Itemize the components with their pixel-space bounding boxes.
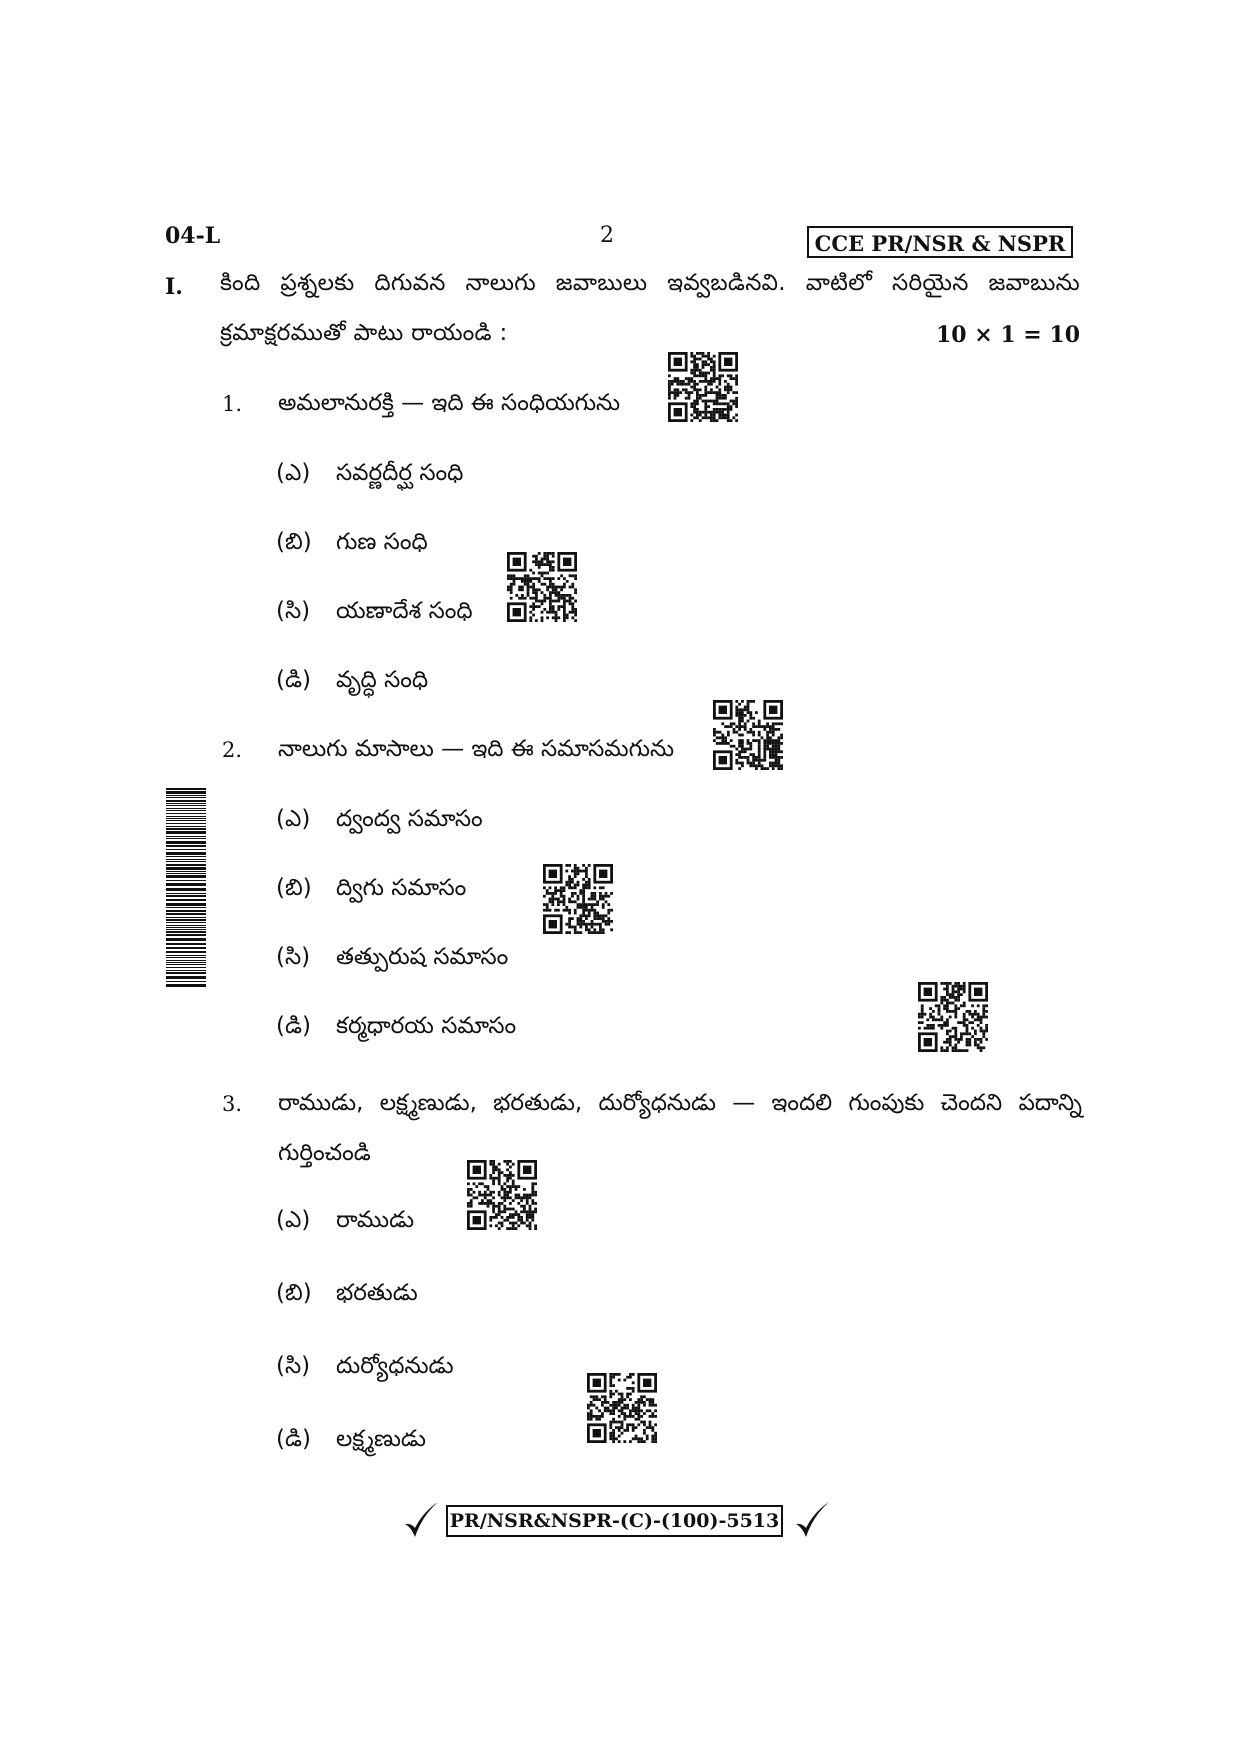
question-number: 2. — [222, 738, 243, 762]
option-c — [276, 598, 473, 630]
question-text: అమలానురక్తి — ఇది ఈ సంధియగును — [278, 390, 621, 416]
qr-code-icon — [467, 1160, 537, 1230]
series-box: CCE PR/NSR & NSPR — [807, 226, 1073, 258]
instruction-line-1: కింది ప్రశ్నలకు దిగువన నాలుగు జవాబులు ఇవ్వబడినవి. వాటిలో సరియైన జవాబును — [220, 270, 1080, 296]
option-text: ద్విగు సమాసం — [336, 875, 467, 901]
option-text: రాముడు — [336, 1207, 415, 1233]
qr-code-icon — [587, 1373, 657, 1443]
option-label: (సి) — [276, 598, 311, 624]
section-number: I. — [165, 274, 183, 300]
option-text: భరతుడు — [336, 1280, 418, 1306]
option-d — [276, 1013, 516, 1045]
footer-code-box: PR/NSR&NSPR-(C)-(100)-5513 — [446, 1505, 783, 1537]
option-a — [276, 1207, 414, 1239]
option-c — [276, 944, 508, 976]
option-text: సవర్ణదీర్ఘ సంధి — [336, 460, 464, 486]
page-number: 2 — [600, 223, 614, 248]
option-a — [276, 460, 463, 492]
option-label: (బి) — [276, 1280, 312, 1306]
qr-code-icon — [713, 700, 783, 770]
marks-allocation: 10 × 1 = 10 — [935, 322, 1080, 348]
qr-code-icon — [543, 864, 613, 934]
option-label: (డి) — [276, 667, 311, 693]
option-text: కర్మధారయ సమాసం — [336, 1013, 517, 1039]
option-label: (సి) — [276, 1353, 311, 1379]
option-label: (ఎ) — [276, 806, 311, 832]
option-text: ద్వంద్వ సమాసం — [336, 806, 483, 832]
qr-code-icon — [918, 982, 988, 1052]
instruction-line-2: క్రమాక్షరముతో పాటు రాయండి : — [220, 320, 508, 346]
option-d — [276, 667, 428, 699]
option-label: (ఎ) — [276, 1207, 311, 1233]
check-mark-icon — [793, 1500, 831, 1540]
barcode-icon — [166, 788, 206, 988]
question-number: 3. — [222, 1092, 243, 1116]
question-number: 1. — [222, 392, 243, 416]
option-b — [276, 875, 466, 907]
option-c — [276, 1353, 454, 1385]
option-a — [276, 806, 483, 838]
question-text-line-1: రాముడు, లక్ష్మణుడు, భరతుడు, దుర్యోధనుడు — ఇందలి గుంపుకు చెందని పదాన్ని — [278, 1090, 1082, 1116]
option-text: లక్ష్మణుడు — [336, 1426, 426, 1452]
option-label: (ఎ) — [276, 460, 311, 486]
option-label: (బి) — [276, 529, 312, 555]
option-text: వృద్ధి సంధి — [336, 667, 429, 693]
option-label: (బి) — [276, 875, 312, 901]
paper-code: 04-L — [165, 223, 221, 249]
option-label: (డి) — [276, 1426, 311, 1452]
option-b — [276, 1280, 418, 1312]
option-d — [276, 1426, 426, 1458]
option-text: తత్పురుష సమాసం — [336, 944, 509, 970]
option-text: దుర్యోధనుడు — [336, 1353, 454, 1379]
check-mark-icon — [402, 1500, 440, 1540]
option-text: గుణ సంధి — [336, 529, 428, 555]
qr-code-icon — [507, 552, 577, 622]
option-text: యణాదేశ సంధి — [336, 598, 473, 624]
question-text-line-2: గుర్తించండి — [278, 1140, 371, 1166]
question-text: నాలుగు మాసాలు — ఇది ఈ సమాసమగును — [278, 736, 675, 762]
option-b — [276, 529, 428, 561]
qr-code-icon — [668, 352, 738, 422]
option-label: (సి) — [276, 944, 311, 970]
option-label: (డి) — [276, 1013, 311, 1039]
